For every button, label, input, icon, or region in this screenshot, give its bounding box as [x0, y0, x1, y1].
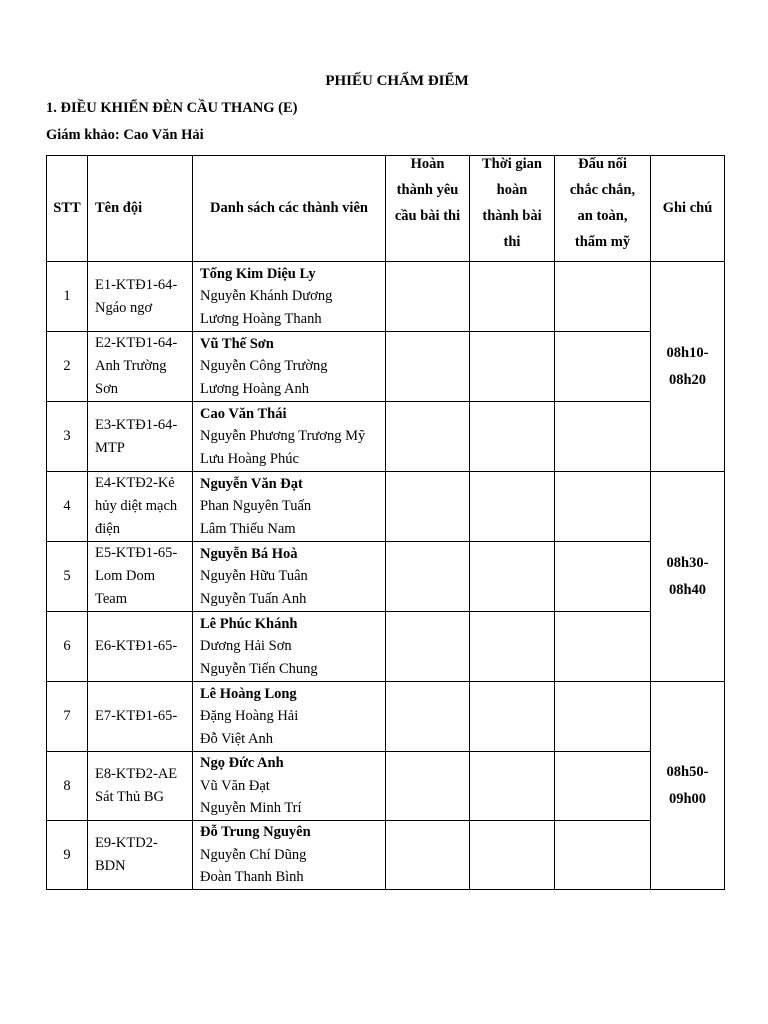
connection-score-cell — [555, 472, 651, 542]
team-name-cell — [88, 332, 193, 402]
member-name: Lưu Hoàng Phúc — [200, 450, 299, 467]
score-table — [46, 155, 725, 890]
team-leader-name: Đỗ Trung Nguyên — [200, 824, 311, 841]
connection-score-cell — [555, 262, 651, 332]
member-name: Đoàn Thanh Bình — [200, 869, 304, 886]
team-leader-name: Cao Văn Thái — [200, 405, 287, 422]
team-name-line: Lom Dom — [95, 568, 156, 584]
team-name-line: điện — [95, 521, 120, 537]
team-name-line: E4-KTĐ2-Kẻ — [95, 475, 175, 491]
completion-score-cell — [386, 752, 470, 821]
time-score-cell — [470, 402, 555, 472]
header-line: an toàn, — [577, 208, 628, 224]
header-line: thành yêu — [396, 182, 459, 198]
member-list-cell — [193, 682, 386, 752]
header-line: hoàn — [496, 182, 528, 198]
connection-score-cell — [555, 542, 651, 612]
team-name-cell — [88, 682, 193, 752]
time-slot-line: 08h50- — [666, 763, 709, 780]
team-name-line: BDN — [95, 858, 126, 874]
team-name-cell — [88, 612, 193, 682]
team-name-line: Anh Trường — [95, 358, 167, 374]
member-name: Lâm Thiếu Nam — [200, 520, 296, 537]
team-name-line: hủy diệt mạch — [95, 498, 178, 514]
team-name-line: E5-KTĐ1-65- — [95, 545, 178, 561]
table-row — [47, 332, 725, 402]
member-name: Nguyễn Công Trường — [200, 358, 328, 375]
team-leader-name: Tống Kim Diệu Ly — [200, 265, 316, 282]
document-header — [46, 68, 748, 149]
section-heading: 1. ĐIỀU KHIỂN ĐÈN CẦU THANG (E) — [46, 100, 298, 116]
member-list-cell — [193, 612, 386, 682]
header-line: thành bài — [482, 208, 542, 224]
completion-score-cell — [386, 612, 470, 682]
team-name-line: Sát Thủ BG — [95, 789, 165, 805]
completion-score-cell — [386, 332, 470, 402]
team-name-line: E8-KTĐ2-AE — [95, 766, 178, 782]
time-score-cell — [470, 682, 555, 752]
table-row — [47, 542, 725, 612]
time-score-cell — [470, 332, 555, 402]
table-row — [47, 262, 725, 332]
header-line: thi — [503, 234, 521, 250]
time-score-cell — [470, 821, 555, 890]
connection-score-cell — [555, 612, 651, 682]
completion-score-cell — [386, 821, 470, 890]
member-name: Nguyễn Minh Trí — [200, 800, 302, 817]
team-name-line: Team — [95, 591, 127, 607]
member-name: Nguyễn Chí Dũng — [200, 846, 307, 863]
team-name-line: E2-KTĐ1-64- — [95, 335, 178, 351]
team-name-line: Ngáo ngơ — [95, 299, 153, 316]
member-name: Nguyễn Khánh Dương — [200, 288, 333, 305]
connection-score-cell — [555, 821, 651, 890]
table-row — [47, 682, 725, 752]
team-name-line: E1-KTĐ1-64- — [95, 276, 178, 293]
member-list-cell — [193, 821, 386, 890]
team-leader-name: Lê Hoàng Long — [200, 685, 297, 702]
time-score-cell — [470, 262, 555, 332]
team-name-line: MTP — [95, 439, 125, 456]
header-line: Thời gian — [481, 156, 542, 172]
stt-cell: 2 — [47, 332, 88, 402]
member-list-cell — [193, 402, 386, 472]
member-name: Nguyễn Phương Trương Mỹ — [200, 428, 366, 445]
member-list-cell — [193, 262, 386, 332]
table-row — [47, 472, 725, 542]
team-name-line: E6-KTĐ1-65- — [95, 638, 178, 654]
completion-score-cell — [386, 402, 470, 472]
header-connection-quality — [555, 156, 651, 262]
member-name: Nguyễn Hữu Tuân — [200, 568, 308, 585]
header-completion — [386, 156, 470, 262]
table-row — [47, 612, 725, 682]
stt-cell: 8 — [47, 752, 88, 821]
completion-score-cell — [386, 472, 470, 542]
member-list-cell — [193, 752, 386, 821]
time-slot-cell — [651, 472, 725, 682]
team-leader-name: Ngọ Đức Anh — [200, 755, 284, 772]
team-leader-name: Lê Phúc Khánh — [200, 615, 298, 632]
table-row — [47, 402, 725, 472]
member-name: Lương Hoàng Anh — [200, 380, 309, 397]
judge-line: Giám khảo: Cao Văn Hải — [46, 127, 204, 143]
stt-cell: 5 — [47, 542, 88, 612]
team-name-cell — [88, 821, 193, 890]
member-name: Dương Hải Sơn — [200, 638, 292, 655]
time-score-cell — [470, 752, 555, 821]
document-title: PHIẾU CHẤM ĐIỂM — [325, 73, 469, 89]
time-slot-line: 08h20 — [668, 371, 707, 388]
team-name-line: E9-KTD2- — [95, 835, 158, 851]
time-slot-line: 08h30- — [666, 554, 709, 571]
time-score-cell — [470, 542, 555, 612]
connection-score-cell — [555, 332, 651, 402]
team-name-cell — [88, 262, 193, 332]
time-slot-cell — [651, 262, 725, 472]
stt-cell: 1 — [47, 262, 88, 332]
completion-score-cell — [386, 682, 470, 752]
member-name: Lương Hoàng Thanh — [200, 310, 322, 327]
team-leader-name: Nguyễn Văn Đạt — [200, 475, 303, 492]
header-line: cầu bài thi — [394, 208, 461, 224]
header-line: Đấu nối — [578, 156, 627, 172]
team-name-cell — [88, 752, 193, 821]
table-row — [47, 821, 725, 890]
time-slot-cell — [651, 682, 725, 890]
header-row — [47, 156, 725, 262]
team-name-line: E7-KTĐ1-65- — [95, 708, 178, 724]
time-score-cell — [470, 612, 555, 682]
member-list-cell — [193, 332, 386, 402]
member-name: Đỗ Việt Anh — [200, 730, 273, 747]
table-row — [47, 752, 725, 821]
connection-score-cell — [555, 752, 651, 821]
time-slot-line: 08h10- — [666, 344, 709, 361]
team-name-cell — [88, 472, 193, 542]
stt-cell: 4 — [47, 472, 88, 542]
team-name-cell — [88, 402, 193, 472]
header-team-name: Tên đội — [88, 156, 193, 262]
stt-cell: 9 — [47, 821, 88, 890]
stt-cell: 6 — [47, 612, 88, 682]
header-line: thẩm mỹ — [574, 234, 631, 250]
member-name: Phan Nguyên Tuấn — [200, 498, 312, 515]
team-leader-name: Vũ Thế Sơn — [200, 335, 274, 352]
header-note: Ghi chú — [651, 156, 725, 262]
header-stt: STT — [47, 156, 88, 262]
time-slot-line: 08h40 — [668, 581, 707, 598]
team-name-cell — [88, 542, 193, 612]
time-score-cell — [470, 472, 555, 542]
connection-score-cell — [555, 682, 651, 752]
header-completion-time — [470, 156, 555, 262]
completion-score-cell — [386, 262, 470, 332]
table-body — [47, 262, 725, 890]
time-slot-line: 09h00 — [668, 790, 707, 807]
header-member-list: Danh sách các thành viên — [193, 156, 386, 262]
connection-score-cell — [555, 402, 651, 472]
team-name-line: Sơn — [95, 381, 118, 397]
member-name: Vũ Văn Đạt — [200, 777, 270, 794]
team-name-line: E3-KTĐ1-64- — [95, 416, 178, 433]
header-line: chắc chắn, — [569, 182, 636, 198]
member-name: Đặng Hoàng Hải — [200, 708, 299, 725]
stt-cell: 3 — [47, 402, 88, 472]
member-name: Nguyễn Tuấn Anh — [200, 590, 307, 607]
stt-cell: 7 — [47, 682, 88, 752]
member-name: Nguyễn Tiến Chung — [200, 660, 318, 677]
completion-score-cell — [386, 542, 470, 612]
member-list-cell — [193, 542, 386, 612]
member-list-cell — [193, 472, 386, 542]
team-leader-name: Nguyễn Bá Hoà — [200, 545, 298, 562]
header-line: Hoàn — [410, 156, 445, 172]
